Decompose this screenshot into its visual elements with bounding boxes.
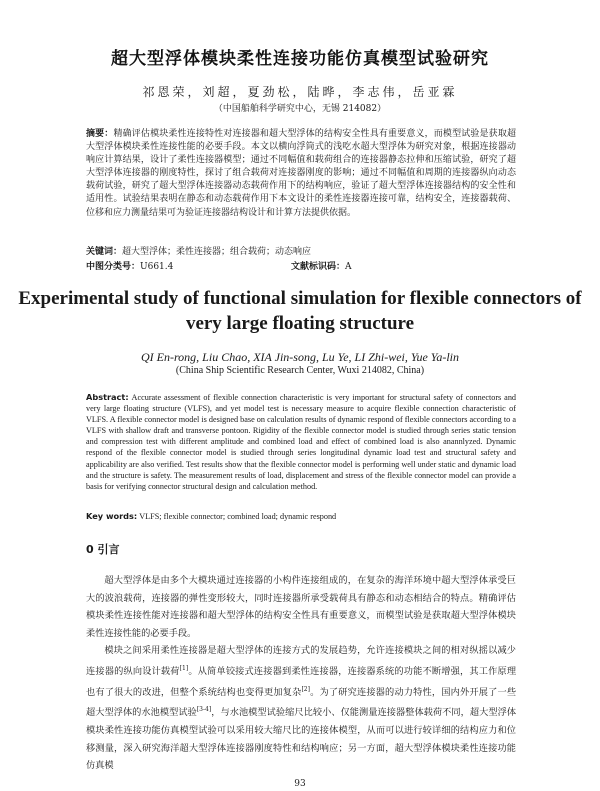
english-abstract	[86, 392, 516, 492]
body-paragraph	[86, 642, 516, 774]
classification-line	[86, 259, 516, 272]
chinese-abstract-text: 精确评估模块柔性连接特性对连接器和超大型浮体的结构安全性具有重要意义，而模型试验是获取超大型浮体模块柔性连接性能的必要手段。本文以横向浮筒式的浅吃水超大型浮体为研究对象，根据连接器动响应计算结果，设计了柔性连接器模型；通过不同幅值和载荷组合的连接器静态拉伸和压缩试验，研究了超大型浮体连接器的刚度特性，探讨了组合载荷对连接器刚度的影响；通过不同幅值和周期的连接器纵向动态载荷试验，研究了超大型浮体连接器动态载荷作用下的结构响应，验证了超大型浮体连接器结构的安全性和适用性。试验结果表明在静态和动态载荷作用下本文设计的柔性连接器连接可靠，结构安全，连接器载荷、位移和应力测量结果可为验证连接器结构设计和计算方法提供依据。	[86, 129, 516, 218]
classification-label: 中图分类号：	[86, 262, 141, 272]
document-code-label: 文献标识码：	[291, 262, 346, 272]
chinese-keywords	[86, 244, 516, 257]
chinese-keywords-label: 关键词：	[86, 247, 123, 257]
english-abstract-text: Accurate assessment of flexible connection characteristic is very important for structural safety of connectors and very large floating structure (VLFS), and yet model test is necessary measure to acquire flexible connection characteristic of VLFS. A flexible connector model is designed base on calculation results of dynamic respond of flexible connectors according to a VLFS with shallow draft and transverse pontoon. Rigidity of the flexible connector model is studied through series static tension and compression test with different amplitude and combined load and effect of combined load is also anannlyzed. Dynamic respond of the flexible connector model is studied through series longitudinal dynamic load test and structural safety and applicability are also verified. Test results show that the flexible connector model is performing well under static and dynamic load and the structure is safety. The measurement results of load, displacement and stress of the flexible connector model can provide a basis for verifying connector structural design and calculation method.	[86, 393, 517, 491]
document-code-value: A	[345, 262, 352, 272]
body-paragraph: 超大型浮体是由多个大模块通过连接器的小构件连接组成的，在复杂的海洋环境中超大型浮体承受巨大的波浪载荷，连接器的弹性变形较大，同时连接器所承受载荷具有静态和动态相结合的特点。精确评估模块柔性连接性能对连接器和超大型浮体的结构安全性具有重要意义，而模型试验是获取超大型浮体模块柔性连接性能的必要手段。	[86, 575, 516, 639]
body-text-run: 。为了研究连接器的动力特性，国内外开展了一些超大型浮体的水池模型试验	[86, 686, 517, 719]
chinese-abstract-label: 摘要：	[86, 129, 114, 139]
chinese-authors: 祁恩荣，刘超，夏劲松，陆晔，李志伟，岳亚霖	[142, 85, 458, 99]
body-text-run: 模块之间采用柔性连接器是超大型浮体的连接方式的发展趋势，允许连接模块之间的相对纵摇以减少连接器的纵向设计载荷	[86, 645, 516, 678]
english-title: Experimental study of functional simulation for flexible connectors of very large floating structure	[18, 288, 582, 334]
page-number: 93	[294, 779, 306, 789]
classification-value: U661.4	[140, 262, 174, 272]
body-text	[86, 572, 516, 775]
chinese-keywords-text: 超大型浮体；柔性连接器；组合载荷；动态响应	[122, 247, 312, 257]
citation[interactable]: [1]	[179, 664, 189, 672]
english-authors: QI En-rong, Liu Chao, XIA Jin-song, Lu Ye, LI Zhi-wei, Yue Ya-lin	[140, 350, 460, 364]
english-keywords-text: VLFS; flexible connector; combined load; dynamic respond	[139, 512, 337, 521]
english-keywords	[86, 511, 516, 521]
citation[interactable]: [2]	[301, 685, 310, 693]
chinese-abstract	[86, 128, 516, 220]
chinese-affiliation: （中国船舶科学研究中心，无锡 214082）	[213, 104, 387, 114]
citation[interactable]: [3-4]	[196, 706, 212, 714]
body-text-run: ，与水池模型试验缩尺比较小、仅能测量连接器整体载荷不同，超大型浮体模块柔性连接功能仿真模型试验可以采用较大缩尺比的连接体模型，从而可以进行较详细的结构应力和位移测量，深入研究海洋超大型浮体连接器刚度特性和结构响应；另一方面，超大型浮体模块柔性连接功能仿真模	[86, 707, 517, 772]
chinese-title: 超大型浮体模块柔性连接功能仿真模型试验研究	[111, 49, 489, 69]
english-affiliation: (China Ship Scientific Research Center, Wuxi 214082, China)	[175, 365, 425, 376]
section-heading: 0 引言	[86, 543, 120, 556]
body-text-run: 。从简单铰接式连接器到柔性连接器，连接器系统的功能不断增强，其工作原理也有了很大的改进，但整个系统结构也变得更加复杂	[86, 666, 517, 698]
english-keywords-label: Key words:	[86, 511, 138, 521]
english-abstract-label: Abstract:	[86, 392, 129, 402]
document-code	[291, 259, 352, 272]
